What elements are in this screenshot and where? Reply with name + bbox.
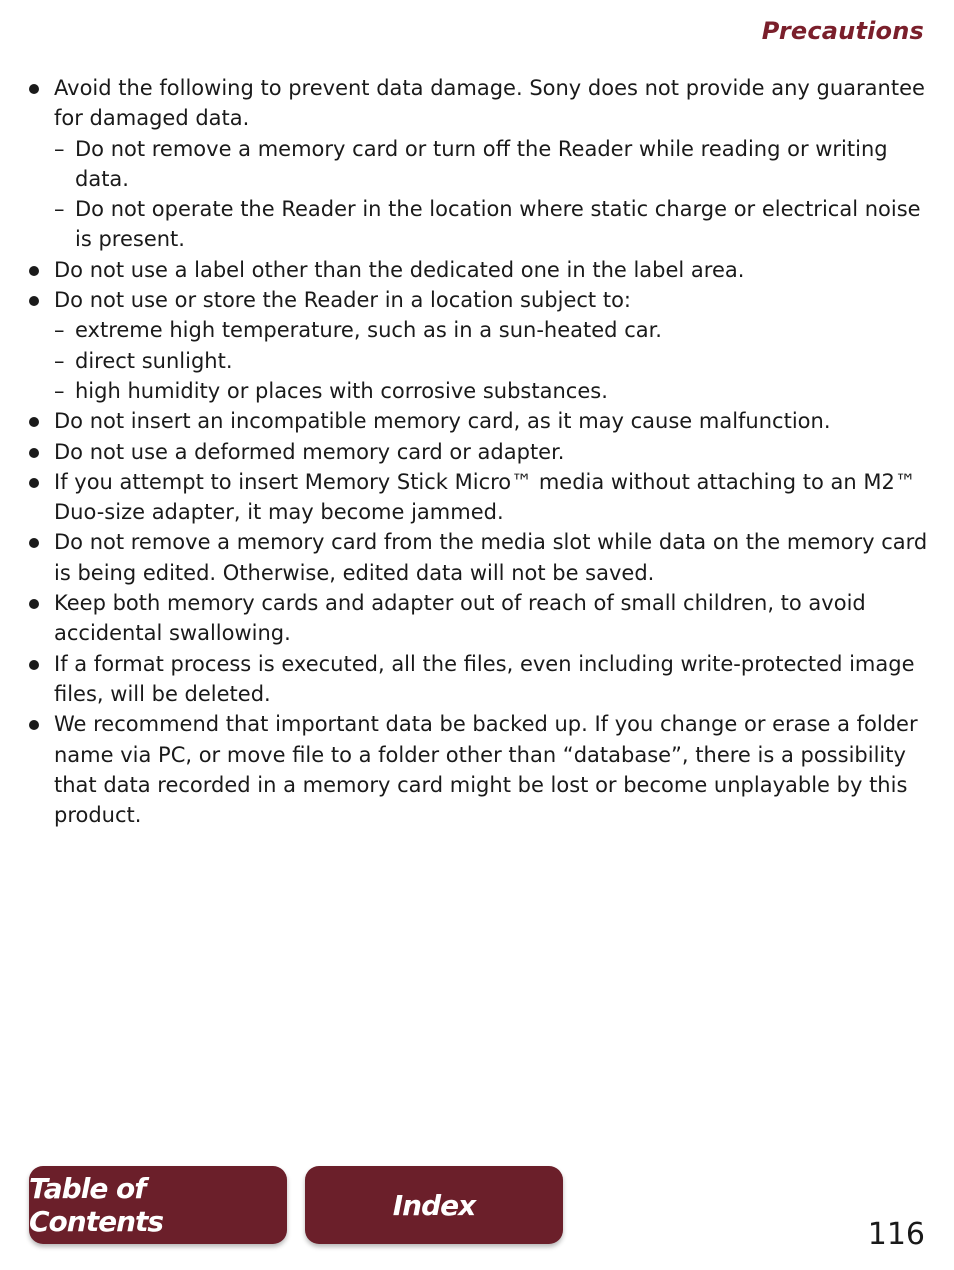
- list-item: [28, 255, 928, 285]
- precautions-list: [28, 73, 928, 830]
- bullet-icon: [29, 84, 39, 94]
- list-item: [28, 709, 928, 830]
- bullet-icon: [29, 660, 39, 670]
- dash-icon: –: [54, 318, 65, 343]
- list-item-text: Do not use or store the Reader in a location subject to:: [54, 288, 631, 313]
- bullet-icon: [29, 720, 39, 730]
- list-item: [28, 285, 928, 315]
- list-item: [28, 73, 928, 134]
- sub-list-item-text: Do not remove a memory card or turn off the Reader while reading or writing data.: [75, 136, 888, 191]
- list-item: [28, 406, 928, 436]
- list-item-text: Do not use a deformed memory card or adapter.: [54, 439, 565, 464]
- bullet-icon: [29, 538, 39, 548]
- list-item: [28, 588, 928, 649]
- bullet-icon: [29, 599, 39, 609]
- bullet-icon: [29, 296, 39, 306]
- dash-icon: –: [54, 136, 65, 161]
- sub-list-item: [28, 315, 928, 345]
- sub-list-item: [28, 376, 928, 406]
- list-item-text: If you attempt to insert Memory Stick Micro™ media without attaching to an M2™ Duo-size adapter, it may become jammed.: [54, 469, 916, 525]
- list-item-text: Do not insert an incompatible memory card, as it may cause malfunction.: [54, 409, 831, 434]
- list-item-text: Do not remove a memory card from the media slot while data on the memory card is being edited. Otherwise, edited data will not be saved.: [54, 530, 928, 585]
- sub-list-item-text: extreme high temperature, such as in a sun-heated car.: [75, 318, 662, 343]
- page-number: 116: [867, 1217, 925, 1252]
- bullet-icon: [29, 417, 39, 427]
- list-item: [28, 649, 928, 710]
- index-button[interactable]: [305, 1166, 563, 1244]
- list-item-text: Avoid the following to prevent data damage. Sony does not provide any guarantee for damaged data.: [54, 76, 925, 131]
- section-title: Precautions: [761, 17, 924, 45]
- sub-list-item-text: direct sunlight.: [75, 348, 233, 373]
- list-item: [28, 437, 928, 467]
- bullet-icon: [29, 266, 39, 276]
- list-item-text: Do not use a label other than the dedicated one in the label area.: [54, 257, 745, 282]
- list-item-text: We recommend that important data be backed up. If you change or erase a folder name via PC, or move file to a folder other than “database”, there is a possibility that data recorded in a memory card might be lost or become unplayable by this product.: [54, 712, 918, 828]
- index-label: Index: [392, 1188, 476, 1222]
- sub-list-item-text: Do not operate the Reader in the location where static charge or electrical noise is present.: [75, 197, 921, 252]
- sub-list-item: [28, 194, 928, 255]
- table-of-contents-label: Table of Contents: [29, 1172, 164, 1238]
- sub-list-item-text: high humidity or places with corrosive substances.: [75, 378, 608, 403]
- sub-list-item: [28, 346, 928, 376]
- dash-icon: –: [54, 378, 65, 403]
- bullet-icon: [29, 448, 39, 458]
- dash-icon: –: [54, 348, 65, 373]
- list-item: [28, 467, 928, 528]
- list-item: [28, 527, 928, 588]
- bullet-icon: [29, 478, 39, 488]
- dash-icon: –: [54, 197, 65, 222]
- list-item-text: If a format process is executed, all the files, even including write-protected image files, will be deleted.: [54, 651, 915, 706]
- table-of-contents-button[interactable]: [29, 1166, 287, 1244]
- sub-list-item: [28, 134, 928, 195]
- list-item-text: Keep both memory cards and adapter out of reach of small children, to avoid accidental swallowing.: [54, 591, 866, 646]
